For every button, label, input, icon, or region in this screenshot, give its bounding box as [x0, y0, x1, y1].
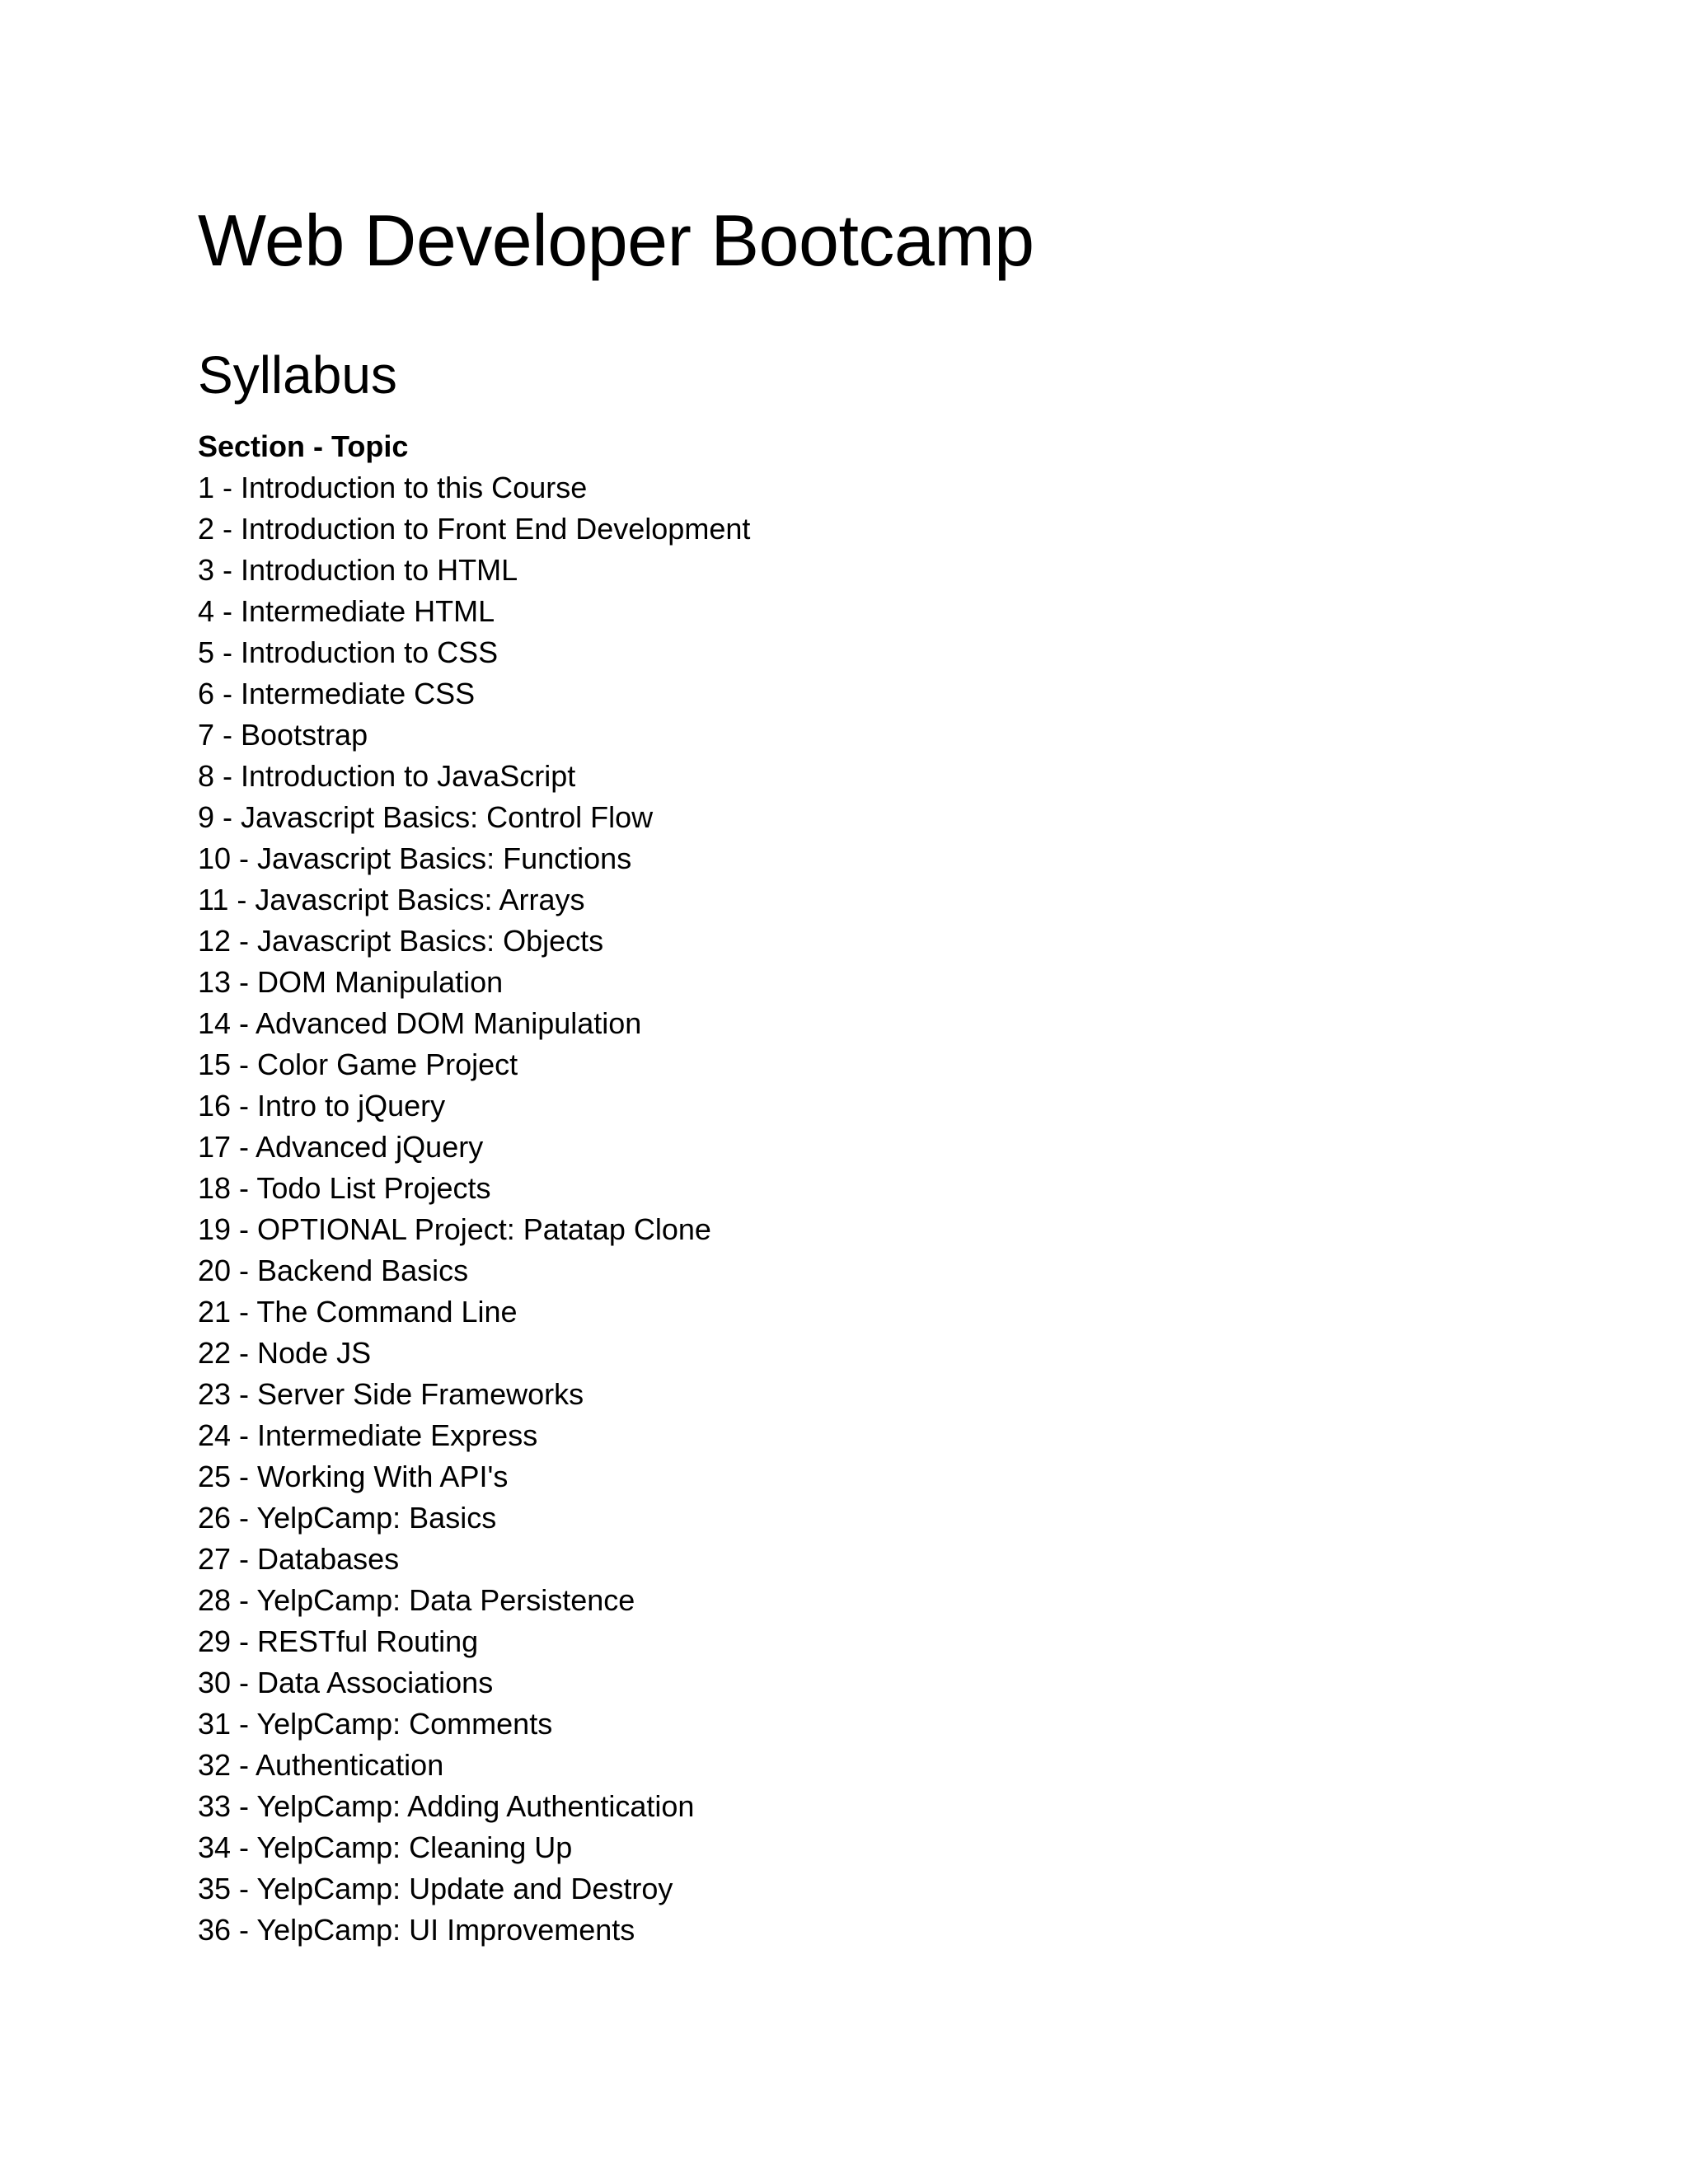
list-item: 22 - Node JS [198, 1336, 372, 1370]
list-item: 25 - Working With API's [198, 1460, 509, 1493]
page-title: Web Developer Bootcamp [198, 199, 1034, 281]
list-item: 5 - Introduction to CSS [198, 635, 499, 669]
list-item: 15 - Color Game Project [198, 1047, 518, 1081]
list-item: 11 - Javascript Basics: Arrays [198, 883, 585, 916]
list-item: 34 - YelpCamp: Cleaning Up [198, 1830, 573, 1864]
list-item: 4 - Intermediate HTML [198, 594, 495, 628]
list-item: 35 - YelpCamp: Update and Destroy [198, 1872, 673, 1905]
list-item: 33 - YelpCamp: Adding Authentication [198, 1789, 695, 1823]
list-item: 28 - YelpCamp: Data Persistence [198, 1583, 635, 1617]
list-item: 13 - DOM Manipulation [198, 965, 504, 999]
list-item: 7 - Bootstrap [198, 718, 368, 752]
list-item: 2 - Introduction to Front End Development [198, 512, 751, 546]
list-item: 31 - YelpCamp: Comments [198, 1707, 553, 1741]
list-item: 1 - Introduction to this Course [198, 471, 588, 504]
list-item: 9 - Javascript Basics: Control Flow [198, 800, 654, 834]
list-item: 26 - YelpCamp: Basics [198, 1501, 497, 1535]
list-item: 21 - The Command Line [198, 1295, 518, 1329]
list-item: 36 - YelpCamp: UI Improvements [198, 1913, 635, 1947]
syllabus-header: Section - Topic [198, 429, 409, 463]
list-item: 3 - Introduction to HTML [198, 553, 518, 587]
list-item: 8 - Introduction to JavaScript [198, 759, 576, 793]
list-item: 10 - Javascript Basics: Functions [198, 841, 632, 875]
list-item: 12 - Javascript Basics: Objects [198, 924, 604, 958]
list-item: 23 - Server Side Frameworks [198, 1377, 584, 1411]
document-content [198, 192, 1517, 1951]
syllabus-block [198, 426, 1517, 1951]
list-item: 17 - Advanced jQuery [198, 1130, 484, 1164]
list-item: 16 - Intro to jQuery [198, 1089, 446, 1122]
list-item: 18 - Todo List Projects [198, 1171, 491, 1205]
list-item: 14 - Advanced DOM Manipulation [198, 1006, 642, 1040]
list-item: 20 - Backend Basics [198, 1254, 469, 1287]
syllabus-list [198, 467, 1517, 1951]
list-item: 30 - Data Associations [198, 1666, 494, 1699]
list-item: 32 - Authentication [198, 1748, 444, 1782]
list-item: 19 - OPTIONAL Project: Patatap Clone [198, 1212, 711, 1246]
section-heading: Syllabus [198, 345, 397, 405]
list-item: 29 - RESTful Routing [198, 1624, 479, 1658]
list-item: 6 - Intermediate CSS [198, 677, 476, 710]
list-item: 24 - Intermediate Express [198, 1418, 538, 1452]
list-item: 27 - Databases [198, 1542, 400, 1576]
